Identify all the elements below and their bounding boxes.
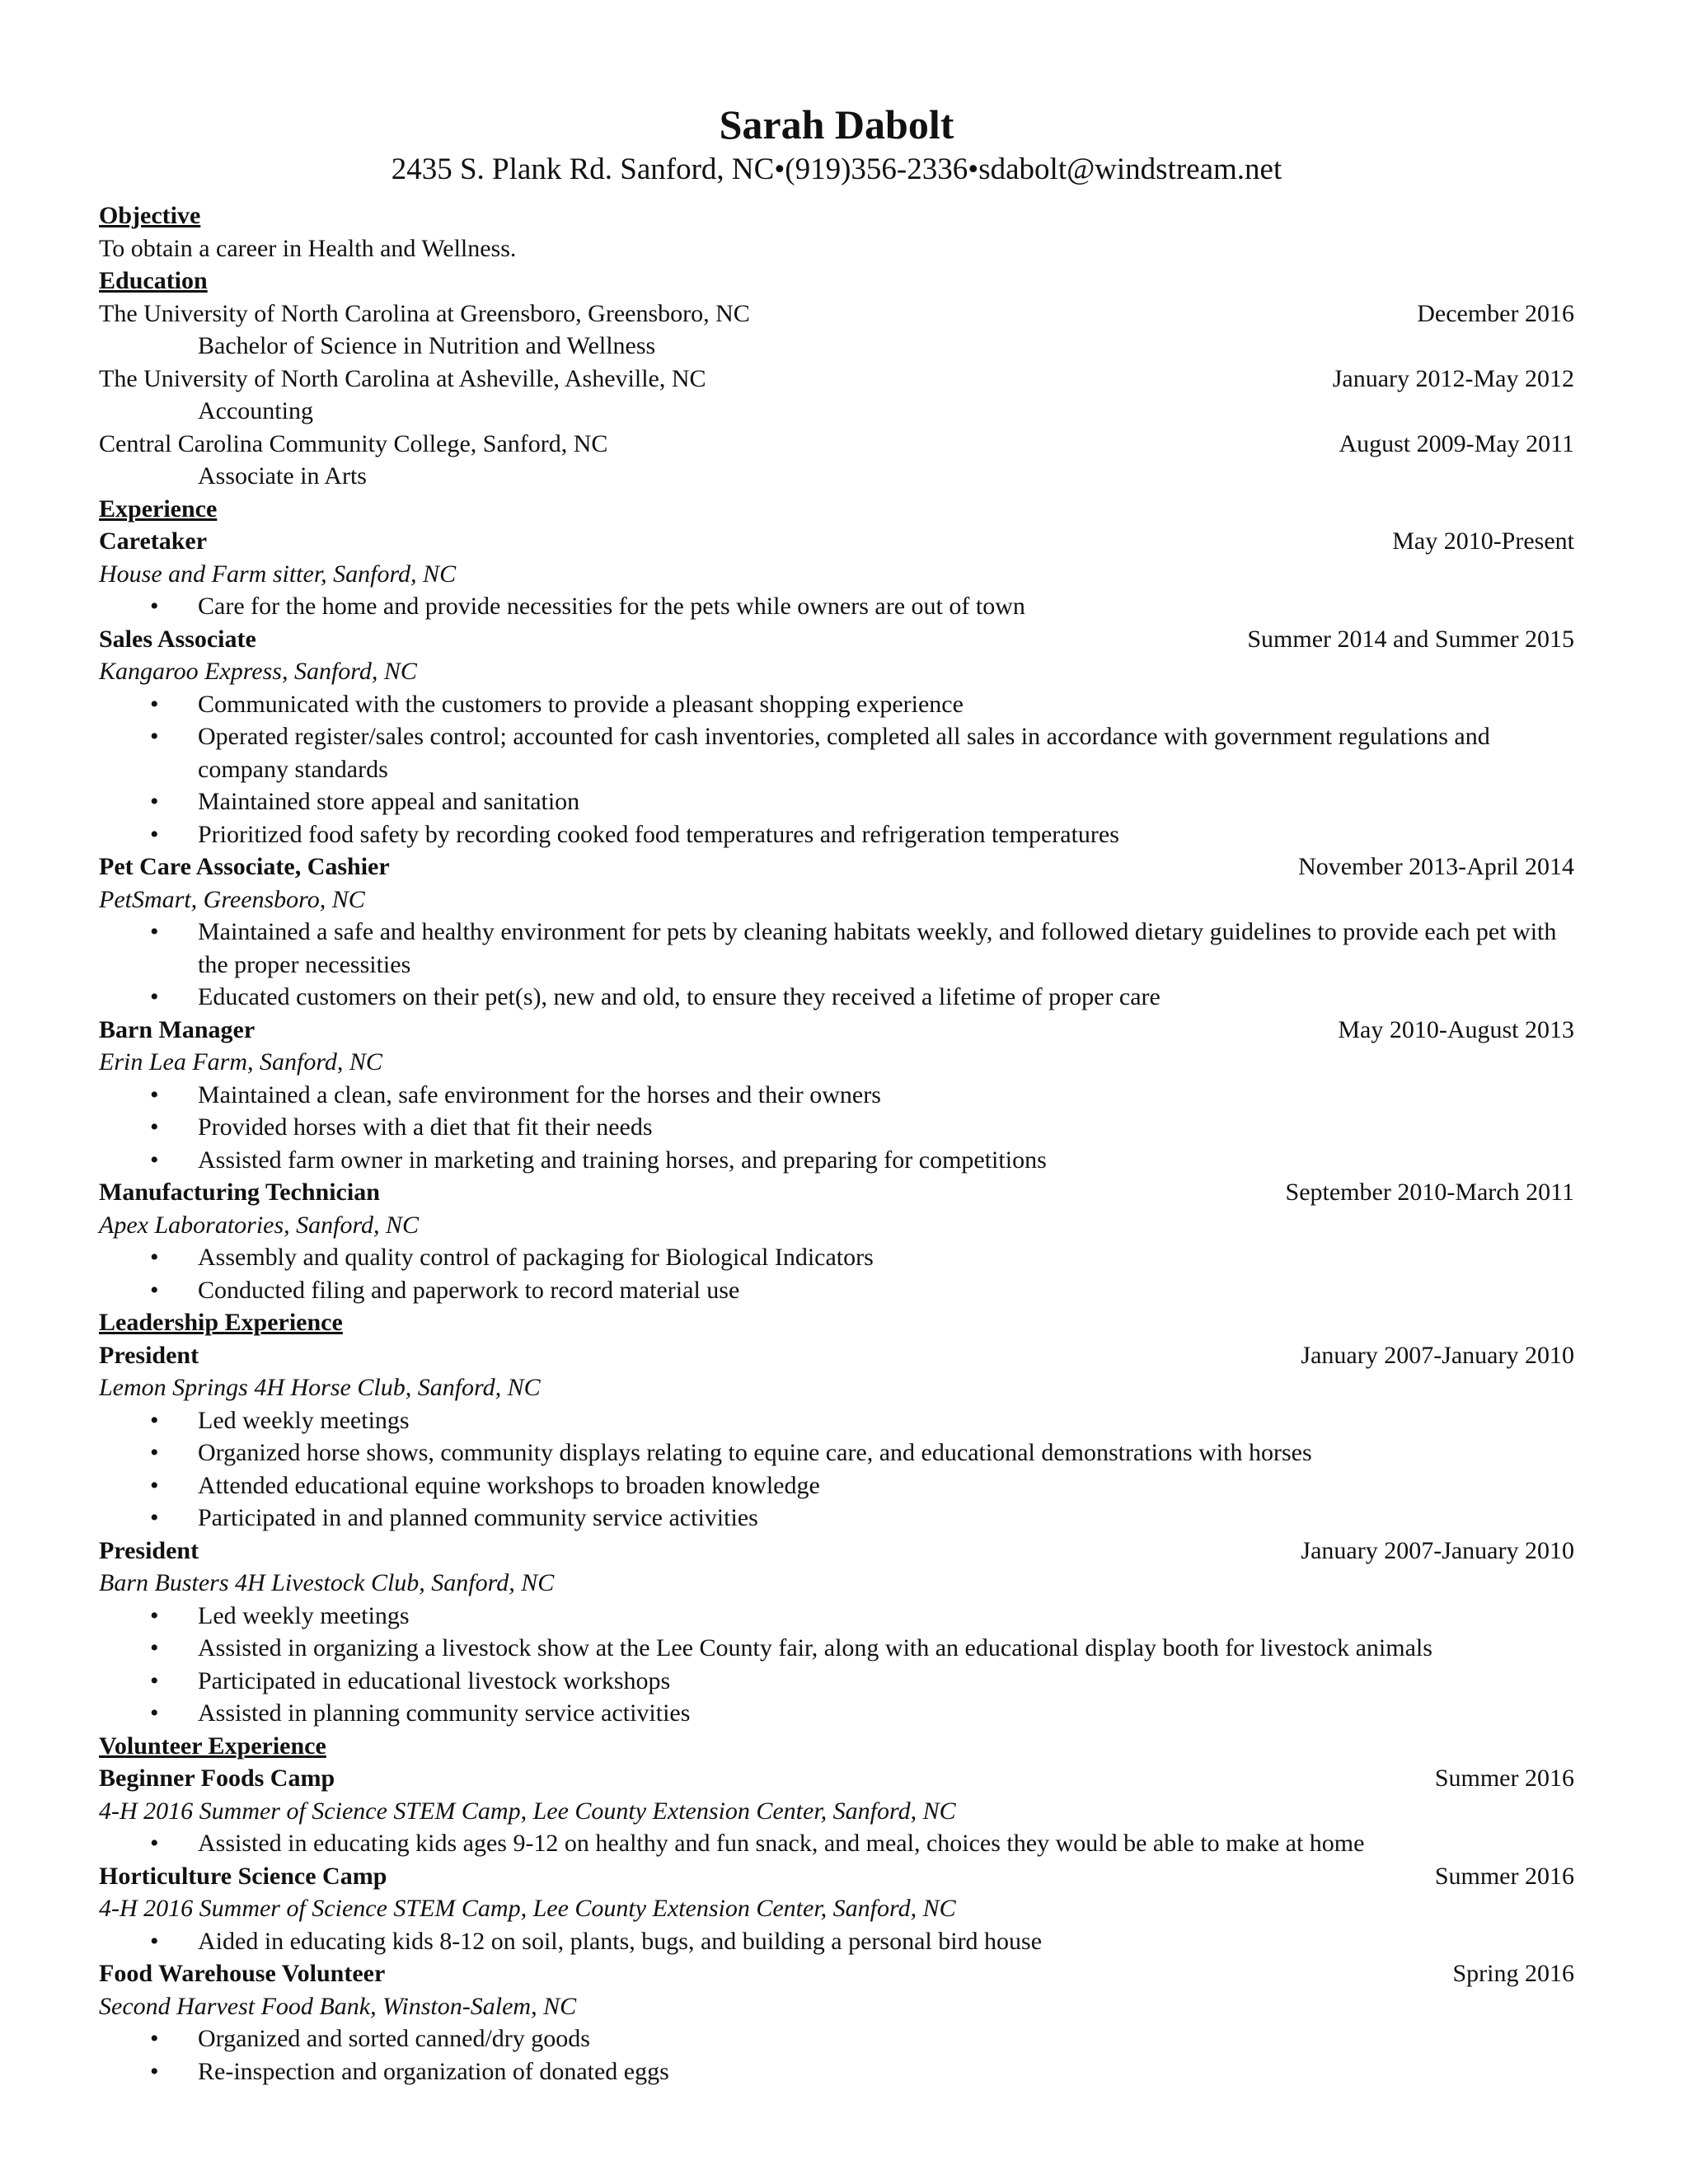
bullet-dot: •: [150, 1666, 159, 1694]
entry-title: Sales Associate: [99, 625, 256, 653]
bullet-item: [99, 1404, 1574, 1437]
entry-header: [99, 1535, 1574, 1568]
bullet-text: Organized horse shows, community displays relating to equine care, and educational demonstrations with horses: [198, 1439, 1312, 1466]
entry-date: May 2010-Present: [1392, 527, 1574, 555]
bullet-dot: •: [150, 1601, 159, 1629]
entry-date: Summer 2016: [1434, 1862, 1574, 1890]
entry-organization: Lemon Springs 4H Horse Club, Sanford, NC: [99, 1374, 541, 1401]
entry-date: Summer 2014 and Summer 2015: [1247, 625, 1574, 653]
bullet-dot: •: [150, 1244, 159, 1271]
bullet-item: [99, 1274, 1574, 1307]
bullet-dot: •: [150, 788, 159, 815]
bullet-text: Conducted filing and paperwork to record material use: [198, 1276, 740, 1304]
entry-date: January 2007-January 2010: [1301, 1341, 1574, 1369]
bullet-dot: •: [150, 690, 159, 718]
bullet-dot: •: [150, 820, 159, 848]
education-entry: [99, 363, 1574, 396]
entry-organization: Second Harvest Food Bank, Winston-Salem, NC: [99, 1992, 577, 2020]
bullet-text: Assisted in educating kids ages 9-12 on healthy and fun snack, and meal, choices they would be able to make at home: [198, 1830, 1365, 1857]
entry-header: [99, 1762, 1574, 1795]
entry-organization: House and Farm sitter, Sanford, NC: [99, 560, 457, 588]
bullet-item: [99, 688, 1574, 721]
entry-header: [99, 1014, 1574, 1047]
entry-organization: 4-H 2016 Summer of Science STEM Camp, Lee County Extension Center, Sanford, NC: [99, 1797, 956, 1825]
resume-page: [99, 0, 1574, 2088]
bullet-text: Provided horses with a diet that fit their needs: [198, 1113, 653, 1141]
entry-organization: PetSmart, Greensboro, NC: [99, 885, 365, 913]
bullet-text: Assisted in organizing a livestock show at the Lee County fair, along with an educational display booth for livestock animals: [198, 1634, 1432, 1661]
bullet-text: Aided in educating kids 8-12 on soil, plants, bugs, and building a personal bird house: [198, 1927, 1043, 1955]
bullet-item: [99, 1827, 1574, 1860]
bullet-dot: •: [150, 1634, 159, 1661]
bullet-text: Educated customers on their pet(s), new and old, to ensure they received a lifetime of proper care: [198, 983, 1160, 1010]
bullet-item: [99, 1925, 1574, 1958]
bullet-dot: •: [150, 2025, 159, 2052]
entry-header: [99, 623, 1574, 656]
bullet-text: Participated in and planned community service activities: [198, 1504, 758, 1531]
section-heading-experience: Experience: [99, 494, 218, 523]
entry-title: Pet Care Associate, Cashier: [99, 853, 390, 880]
school-name: Central Carolina Community College, Sanford, NC: [99, 429, 608, 457]
section-heading-volunteer: Volunteer Experience: [99, 1732, 326, 1760]
bullet-item: [99, 590, 1574, 623]
entry-title: Beginner Foods Camp: [99, 1765, 335, 1792]
bullet-item: [99, 2022, 1574, 2055]
separator: •: [968, 152, 979, 186]
bullet-item: [99, 818, 1574, 851]
entry-header: [99, 1176, 1574, 1209]
bullet-dot: •: [150, 593, 159, 620]
entry-title: President: [99, 1536, 199, 1564]
entry-title: Caretaker: [99, 527, 208, 555]
entry-header: [99, 1860, 1574, 1893]
bullet-dot: •: [150, 1927, 159, 1955]
bullet-dot: •: [150, 1276, 159, 1304]
bullet-text: Communicated with the customers to provide a pleasant shopping experience: [198, 690, 964, 718]
bullet-item: [99, 1079, 1574, 1112]
bullet-item: [99, 1600, 1574, 1633]
entry-date: May 2010-August 2013: [1338, 1015, 1574, 1043]
section-heading-objective: Objective: [99, 202, 201, 229]
bullet-dot: •: [150, 1830, 159, 1857]
volunteer-list: [99, 1762, 1574, 2088]
bullet-item: [99, 720, 1574, 785]
bullet-item: [99, 1502, 1574, 1535]
bullet-dot: •: [150, 1406, 159, 1434]
bullet-item: [99, 1697, 1574, 1730]
bullet-text: Care for the home and provide necessities for the pets while owners are out of town: [198, 593, 1025, 620]
bullet-item: [99, 1436, 1574, 1469]
entry-organization: Barn Busters 4H Livestock Club, Sanford, NC: [99, 1569, 555, 1596]
bullet-item: [99, 916, 1574, 981]
bullet-text: Operated register/sales control; accounted for cash inventories, completed all sales in accordance with government regulations and company standards: [198, 723, 1490, 783]
bullet-dot: •: [150, 1146, 159, 1174]
bullet-text: Prioritized food safety by recording cooked food temperatures and refrigeration temperatures: [198, 820, 1119, 848]
entry-date: January 2007-January 2010: [1301, 1536, 1574, 1564]
bullet-item: [99, 1632, 1574, 1665]
bullet-dot: •: [150, 1439, 159, 1466]
bullet-item: [99, 2055, 1574, 2088]
degree: Bachelor of Science in Nutrition and Wellness: [198, 332, 656, 359]
degree: Associate in Arts: [198, 462, 367, 490]
bullet-text: Maintained a clean, safe environment for the horses and their owners: [198, 1080, 881, 1108]
entry-title: Barn Manager: [99, 1015, 256, 1043]
education-list: [99, 298, 1574, 493]
bullet-item: [99, 1469, 1574, 1502]
entry-header: [99, 525, 1574, 558]
bullet-dot: •: [150, 1699, 159, 1727]
bullet-dot: •: [150, 723, 159, 750]
entry-title: Food Warehouse Volunteer: [99, 1960, 386, 1987]
bullet-text: Maintained store appeal and sanitation: [198, 788, 580, 815]
bullet-dot: •: [150, 983, 159, 1010]
bullet-item: [99, 1665, 1574, 1698]
bullet-text: Attended educational equine workshops to broaden knowledge: [198, 1471, 820, 1499]
bullet-dot: •: [150, 1113, 159, 1141]
contact-line: [99, 151, 1574, 189]
entry-header: [99, 1957, 1574, 1990]
bullet-text: Led weekly meetings: [198, 1601, 410, 1629]
leadership-list: [99, 1339, 1574, 1730]
entry-organization: Kangaroo Express, Sanford, NC: [99, 658, 417, 685]
bullet-dot: •: [150, 1504, 159, 1531]
entry-organization: Apex Laboratories, Sanford, NC: [99, 1211, 420, 1239]
education-date: August 2009-May 2011: [1339, 429, 1574, 457]
objective-text: To obtain a career in Health and Wellness.: [99, 234, 517, 262]
entry-header: [99, 1339, 1574, 1372]
bullet-text: Assisted farm owner in marketing and training horses, and preparing for competitions: [198, 1146, 1047, 1174]
entry-title: Horticulture Science Camp: [99, 1862, 387, 1890]
bullet-item: [99, 1111, 1574, 1144]
school-name: The University of North Carolina at Asheville, Asheville, NC: [99, 364, 706, 392]
bullet-item: [99, 785, 1574, 818]
bullet-text: Participated in educational livestock workshops: [198, 1666, 671, 1694]
bullet-text: Re-inspection and organization of donated eggs: [198, 2057, 669, 2085]
phone: (919)356-2336: [785, 152, 968, 186]
bullet-item: [99, 981, 1574, 1014]
bullet-text: Maintained a safe and healthy environment for pets by cleaning habitats weekly, and followed dietary guidelines to provide each pet with the proper necessities: [198, 918, 1557, 978]
bullet-dot: •: [150, 918, 159, 945]
entry-title: Manufacturing Technician: [99, 1179, 380, 1206]
address: 2435 S. Plank Rd. Sanford, NC: [391, 152, 775, 186]
bullet-text: Assisted in planning community service activities: [198, 1699, 691, 1727]
resume-name: Sarah Dabolt: [719, 101, 954, 148]
experience-list: [99, 525, 1574, 1306]
entry-date: November 2013-April 2014: [1298, 853, 1574, 880]
email: sdabolt@windstream.net: [978, 152, 1282, 186]
bullet-dot: •: [150, 2057, 159, 2085]
entry-date: Summer 2016: [1434, 1765, 1574, 1792]
entry-date: Spring 2016: [1452, 1960, 1574, 1987]
bullet-dot: •: [150, 1080, 159, 1108]
education-entry: [99, 298, 1574, 330]
school-name: The University of North Carolina at Greensboro, Greensboro, NC: [99, 299, 750, 327]
entry-title: President: [99, 1341, 199, 1369]
entry-organization: Erin Lea Farm, Sanford, NC: [99, 1048, 382, 1076]
bullet-text: Assembly and quality control of packaging for Biological Indicators: [198, 1244, 874, 1271]
bullet-item: [99, 1144, 1574, 1177]
bullet-dot: •: [150, 1471, 159, 1499]
bullet-item: [99, 1241, 1574, 1274]
education-date: December 2016: [1417, 299, 1574, 327]
separator: •: [774, 152, 785, 186]
education-entry: [99, 428, 1574, 461]
degree: Accounting: [198, 397, 313, 424]
section-heading-leadership: Leadership Experience: [99, 1309, 343, 1336]
entry-organization: 4-H 2016 Summer of Science STEM Camp, Lee County Extension Center, Sanford, NC: [99, 1895, 956, 1922]
entry-date: September 2010-March 2011: [1285, 1179, 1574, 1206]
bullet-text: Organized and sorted canned/dry goods: [198, 2025, 590, 2052]
bullet-text: Led weekly meetings: [198, 1406, 410, 1434]
education-date: January 2012-May 2012: [1332, 364, 1574, 392]
entry-header: [99, 851, 1574, 883]
section-heading-education: Education: [99, 267, 208, 294]
